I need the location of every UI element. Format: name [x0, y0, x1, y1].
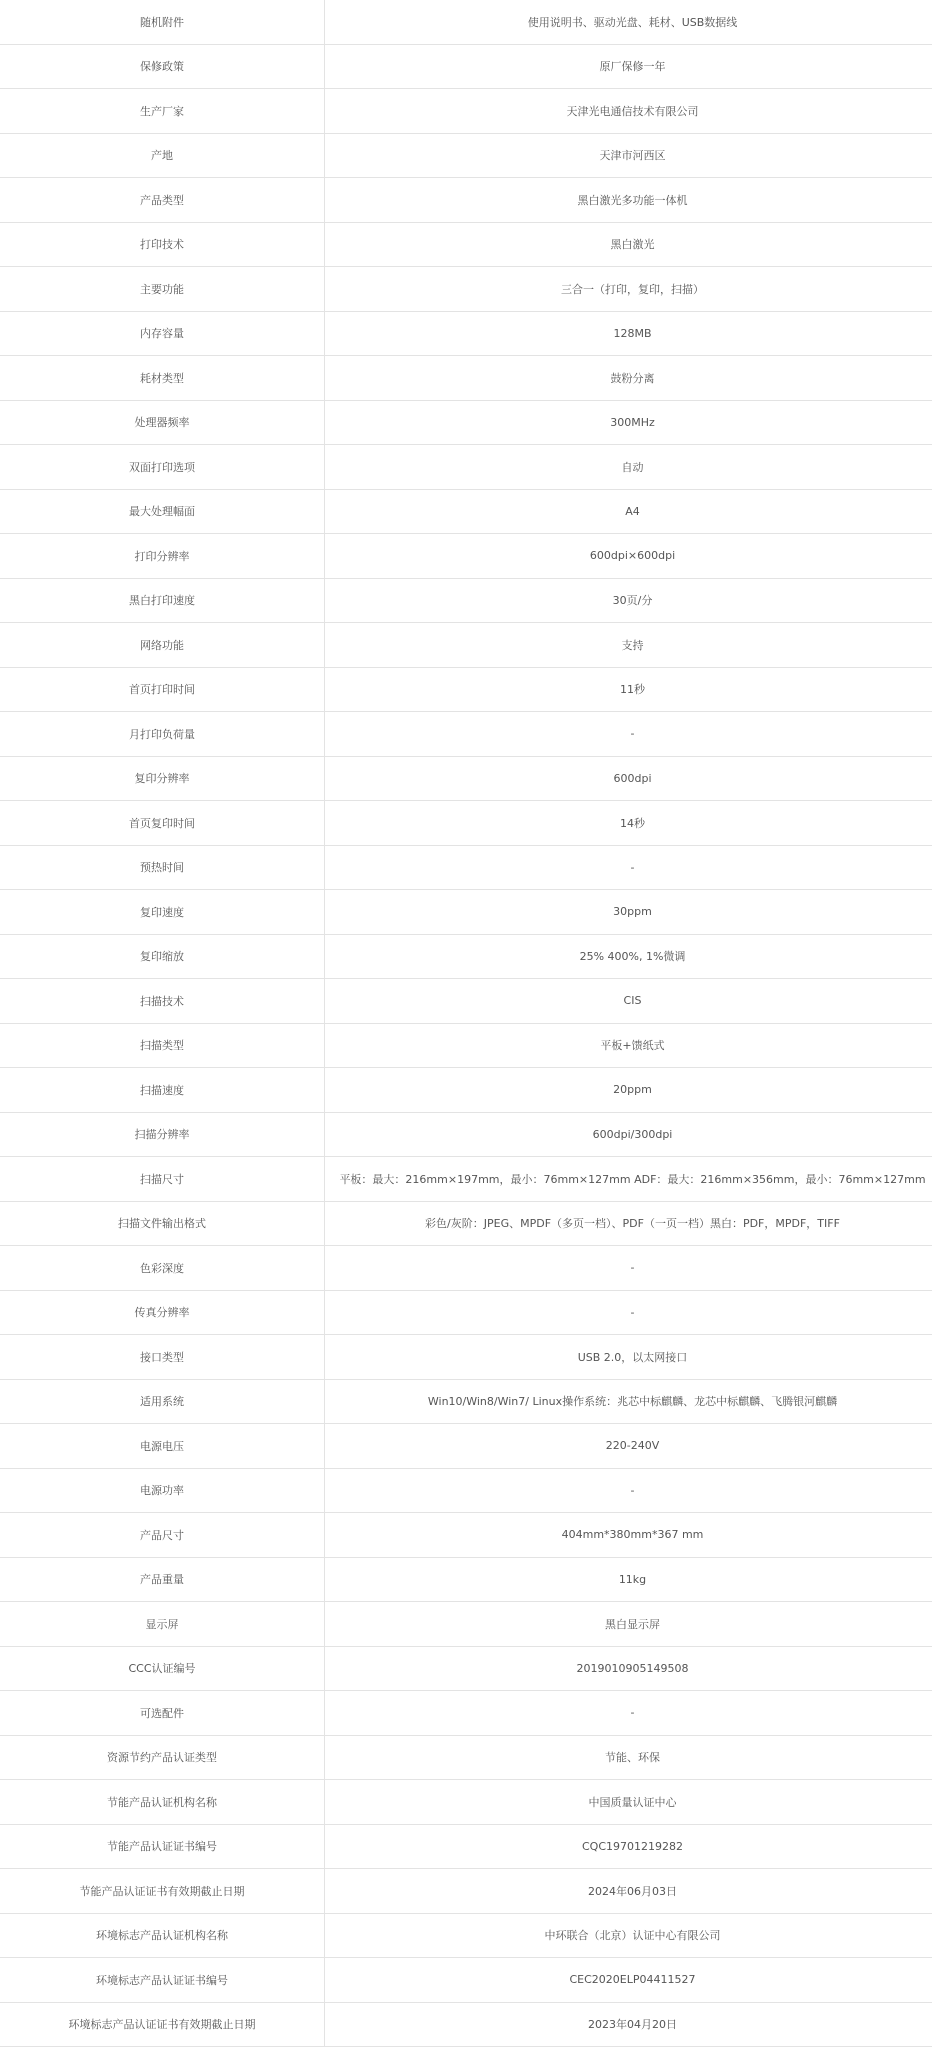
spec-label: 首页复印时间 — [0, 801, 325, 846]
spec-label: 扫描分辨率 — [0, 1112, 325, 1157]
spec-value: 平板+馈纸式 — [325, 1023, 932, 1068]
spec-label: 适用系统 — [0, 1379, 325, 1424]
spec-value: - — [325, 1290, 932, 1335]
spec-row — [0, 222, 932, 267]
spec-row — [0, 1468, 932, 1513]
spec-value: 原厂保修一年 — [325, 44, 932, 89]
spec-label: 色彩深度 — [0, 1246, 325, 1291]
spec-label: 产地 — [0, 133, 325, 178]
spec-row — [0, 1824, 932, 1869]
spec-label: CCC认证编号 — [0, 1646, 325, 1691]
spec-row — [0, 1246, 932, 1291]
spec-value: 节能、环保 — [325, 1735, 932, 1780]
spec-label: 首页打印时间 — [0, 667, 325, 712]
spec-row — [0, 445, 932, 490]
spec-value: 11kg — [325, 1557, 932, 1602]
spec-row — [0, 1379, 932, 1424]
spec-label: 网络功能 — [0, 623, 325, 668]
spec-value: Win10/Win8/Win7/ Linux操作系统：兆芯中标麒麟、龙芯中标麒麟、飞腾银河麒麟 — [325, 1379, 932, 1424]
spec-row — [0, 44, 932, 89]
spec-value: 平板：最大：216mm×197mm，最小：76mm×127mm ADF：最大：216mm×356mm，最小：76mm×127mm — [325, 1157, 932, 1202]
spec-label: 接口类型 — [0, 1335, 325, 1380]
spec-value: 黑白显示屏 — [325, 1602, 932, 1647]
spec-row — [0, 1023, 932, 1068]
spec-value: 鼓粉分离 — [325, 356, 932, 401]
spec-row — [0, 1735, 932, 1780]
spec-row — [0, 979, 932, 1024]
spec-value: 600dpi/300dpi — [325, 1112, 932, 1157]
spec-row — [0, 0, 932, 44]
spec-value: CQC19701219282 — [325, 1824, 932, 1869]
spec-value: - — [325, 1691, 932, 1736]
spec-row — [0, 311, 932, 356]
spec-label: 复印分辨率 — [0, 756, 325, 801]
spec-value: 300MHz — [325, 400, 932, 445]
spec-row — [0, 356, 932, 401]
spec-value: 中环联合（北京）认证中心有限公司 — [325, 1913, 932, 1958]
spec-value: 11秒 — [325, 667, 932, 712]
spec-value: USB 2.0，以太网接口 — [325, 1335, 932, 1380]
spec-row — [0, 1335, 932, 1380]
spec-label: 产品尺寸 — [0, 1513, 325, 1558]
spec-label: 电源电压 — [0, 1424, 325, 1469]
spec-label: 环境标志产品认证证书有效期截止日期 — [0, 2002, 325, 2047]
spec-value: - — [325, 712, 932, 757]
spec-row — [0, 712, 932, 757]
spec-label: 保修政策 — [0, 44, 325, 89]
spec-label: 黑白打印速度 — [0, 578, 325, 623]
spec-row — [0, 1958, 932, 2003]
spec-row — [0, 578, 932, 623]
spec-value: 彩色/灰阶：JPEG、MPDF（多页一档）、PDF（一页一档）黑白：PDF，MPDF，TIFF — [325, 1201, 932, 1246]
spec-value: 30ppm — [325, 890, 932, 935]
spec-label: 打印分辨率 — [0, 534, 325, 579]
spec-value: CIS — [325, 979, 932, 1024]
spec-label: 产品重量 — [0, 1557, 325, 1602]
spec-row — [0, 756, 932, 801]
spec-row — [0, 1068, 932, 1113]
spec-row — [0, 667, 932, 712]
spec-label: 月打印负荷量 — [0, 712, 325, 757]
spec-row — [0, 934, 932, 979]
spec-label: 显示屏 — [0, 1602, 325, 1647]
spec-row — [0, 1602, 932, 1647]
spec-value: 220-240V — [325, 1424, 932, 1469]
spec-label: 生产厂家 — [0, 89, 325, 134]
spec-value: 30页/分 — [325, 578, 932, 623]
spec-row — [0, 178, 932, 223]
spec-row — [0, 1869, 932, 1914]
spec-value: - — [325, 1468, 932, 1513]
spec-value: 14秒 — [325, 801, 932, 846]
spec-value: 404mm*380mm*367 mm — [325, 1513, 932, 1558]
spec-value: 2024年06月03日 — [325, 1869, 932, 1914]
spec-value: 25% 400%, 1%微调 — [325, 934, 932, 979]
spec-row — [0, 1424, 932, 1469]
spec-row — [0, 1913, 932, 1958]
spec-label: 资源节约产品认证类型 — [0, 1735, 325, 1780]
spec-label: 复印速度 — [0, 890, 325, 935]
spec-row — [0, 2002, 932, 2047]
spec-label: 处理器频率 — [0, 400, 325, 445]
spec-value: 2019010905149508 — [325, 1646, 932, 1691]
spec-value: - — [325, 845, 932, 890]
spec-label: 预热时间 — [0, 845, 325, 890]
spec-label: 打印技术 — [0, 222, 325, 267]
spec-value: 支持 — [325, 623, 932, 668]
spec-row — [0, 1646, 932, 1691]
spec-label: 环境标志产品认证机构名称 — [0, 1913, 325, 1958]
spec-label: 双面打印选项 — [0, 445, 325, 490]
spec-row — [0, 1557, 932, 1602]
spec-label: 环境标志产品认证证书编号 — [0, 1958, 325, 2003]
spec-row — [0, 400, 932, 445]
spec-label: 耗材类型 — [0, 356, 325, 401]
spec-value: 使用说明书、驱动光盘、耗材、USB数据线 — [325, 0, 932, 44]
spec-label: 扫描技术 — [0, 979, 325, 1024]
spec-row — [0, 1112, 932, 1157]
spec-label: 扫描尺寸 — [0, 1157, 325, 1202]
spec-row — [0, 89, 932, 134]
spec-row — [0, 267, 932, 312]
spec-label: 节能产品认证证书有效期截止日期 — [0, 1869, 325, 1914]
spec-row — [0, 801, 932, 846]
spec-value: A4 — [325, 489, 932, 534]
spec-row — [0, 1513, 932, 1558]
spec-value: CEC2020ELP04411527 — [325, 1958, 932, 2003]
spec-value: 20ppm — [325, 1068, 932, 1113]
spec-row — [0, 1201, 932, 1246]
spec-value: 黑白激光 — [325, 222, 932, 267]
spec-label: 最大处理幅面 — [0, 489, 325, 534]
spec-row — [0, 1290, 932, 1335]
spec-label: 传真分辨率 — [0, 1290, 325, 1335]
spec-row — [0, 623, 932, 668]
spec-value: 黑白激光多功能一体机 — [325, 178, 932, 223]
spec-row — [0, 534, 932, 579]
spec-label: 可选配件 — [0, 1691, 325, 1736]
spec-label: 内存容量 — [0, 311, 325, 356]
spec-label: 节能产品认证证书编号 — [0, 1824, 325, 1869]
spec-label: 电源功率 — [0, 1468, 325, 1513]
spec-value: 中国质量认证中心 — [325, 1780, 932, 1825]
spec-row — [0, 1780, 932, 1825]
spec-value: 2023年04月20日 — [325, 2002, 932, 2047]
spec-row — [0, 489, 932, 534]
spec-value: 三合一（打印，复印，扫描） — [325, 267, 932, 312]
spec-value: 600dpi×600dpi — [325, 534, 932, 579]
spec-value: 600dpi — [325, 756, 932, 801]
spec-value: 天津市河西区 — [325, 133, 932, 178]
spec-row — [0, 890, 932, 935]
spec-value: - — [325, 1246, 932, 1291]
spec-row — [0, 1691, 932, 1736]
spec-row — [0, 845, 932, 890]
spec-label: 节能产品认证机构名称 — [0, 1780, 325, 1825]
spec-label: 主要功能 — [0, 267, 325, 312]
spec-label: 扫描类型 — [0, 1023, 325, 1068]
spec-value: 128MB — [325, 311, 932, 356]
spec-label: 扫描速度 — [0, 1068, 325, 1113]
spec-label: 随机附件 — [0, 0, 325, 44]
spec-label: 复印缩放 — [0, 934, 325, 979]
spec-label: 产品类型 — [0, 178, 325, 223]
spec-value: 天津光电通信技术有限公司 — [325, 89, 932, 134]
spec-row — [0, 1157, 932, 1202]
spec-value: 自动 — [325, 445, 932, 490]
spec-row — [0, 133, 932, 178]
spec-label: 扫描文件输出格式 — [0, 1201, 325, 1246]
